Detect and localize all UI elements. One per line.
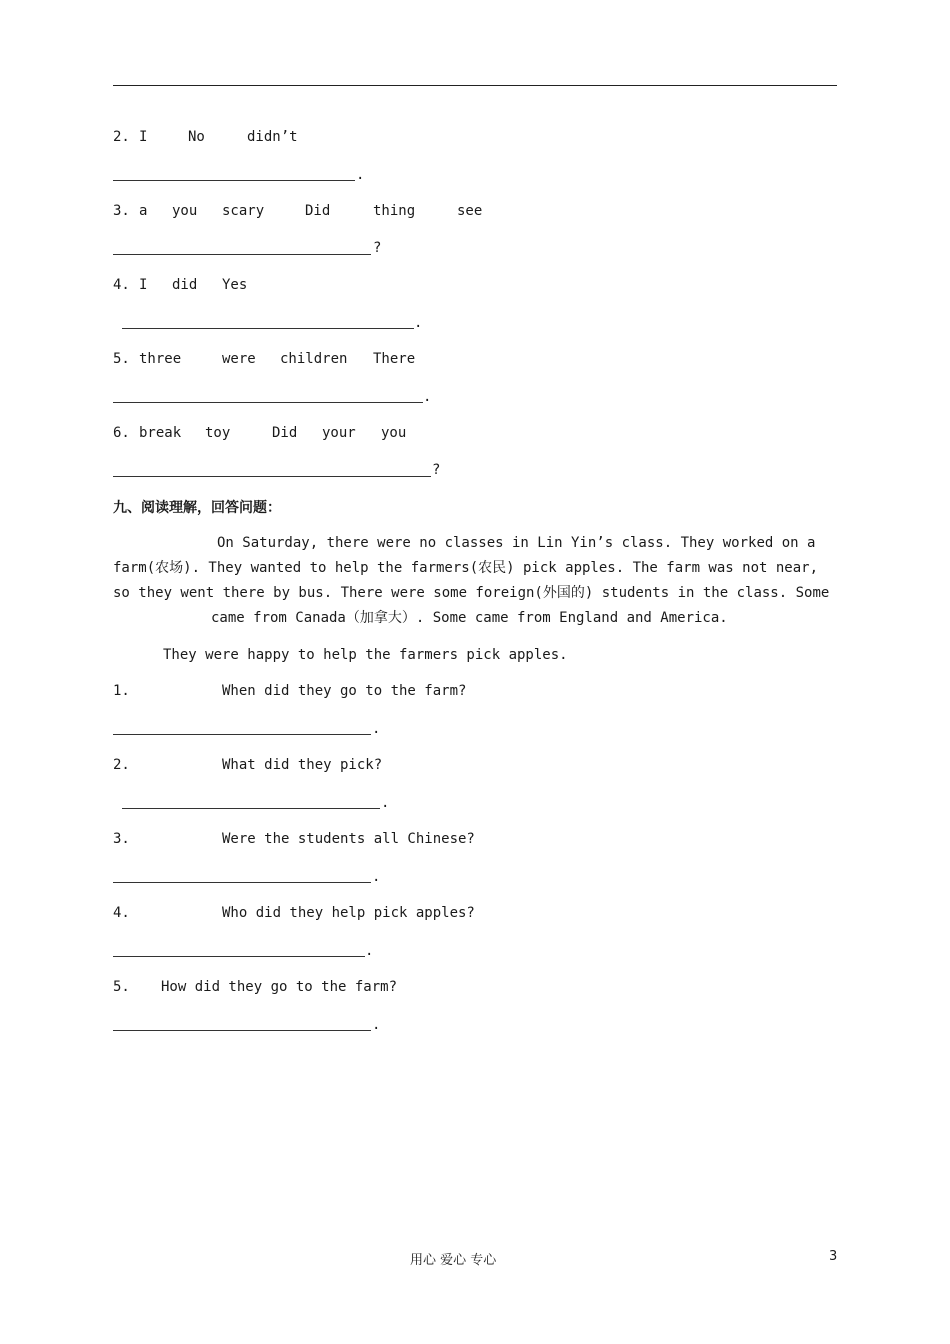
question-number: 3. bbox=[113, 831, 130, 847]
scramble-number: 3. bbox=[113, 203, 130, 219]
question-text: Were the students all Chinese? bbox=[222, 831, 475, 847]
scramble-word: a bbox=[139, 203, 148, 219]
passage-line: so they went there by bus. There were some foreign(外国的) students in the class. Some bbox=[113, 585, 830, 601]
scramble-word: your bbox=[322, 425, 356, 441]
passage-line: They were happy to help the farmers pick apples. bbox=[163, 647, 568, 663]
answer-end-punct: . bbox=[372, 721, 381, 737]
passage-line: came from Canada（加拿大）. Some came from England and America. bbox=[211, 610, 728, 626]
scramble-word: were bbox=[222, 351, 256, 367]
scramble-number: 6. bbox=[113, 425, 130, 441]
scramble-word: I bbox=[139, 129, 148, 145]
answer-blank[interactable] bbox=[113, 254, 371, 255]
answer-end-punct: . bbox=[372, 1017, 381, 1033]
passage-line: farm(农场). They wanted to help the farmers(农民) pick apples. The farm was not near, bbox=[113, 560, 819, 576]
scramble-number: 4. bbox=[113, 277, 130, 293]
answer-blank[interactable] bbox=[122, 808, 380, 809]
answer-end-punct: . bbox=[365, 943, 374, 959]
page-number: 3 bbox=[829, 1249, 838, 1264]
question-number: 5. bbox=[113, 979, 130, 995]
answer-end-punct: . bbox=[414, 315, 423, 331]
footer-motto: 用心 爱心 专心 bbox=[410, 1253, 497, 1268]
answer-end-punct: ? bbox=[373, 240, 382, 256]
scramble-word: Yes bbox=[222, 277, 248, 293]
answer-end-punct: . bbox=[372, 869, 381, 885]
answer-end-punct: . bbox=[423, 389, 432, 405]
answer-blank[interactable] bbox=[113, 734, 371, 735]
scramble-word: There bbox=[373, 351, 416, 367]
scramble-word: Did bbox=[305, 203, 331, 219]
scramble-word: I bbox=[139, 277, 148, 293]
answer-end-punct: ? bbox=[432, 462, 441, 478]
answer-blank[interactable] bbox=[113, 956, 365, 957]
passage-line: On Saturday, there were no classes in Lin Yin’s class. They worked on a bbox=[217, 535, 816, 551]
question-number: 1. bbox=[113, 683, 130, 699]
scramble-word: didn’t bbox=[247, 129, 298, 145]
answer-end-punct: . bbox=[356, 167, 365, 183]
scramble-word: see bbox=[457, 203, 483, 219]
answer-blank[interactable] bbox=[113, 1030, 371, 1031]
question-text: When did they go to the farm? bbox=[222, 683, 467, 699]
question-text: How did they go to the farm? bbox=[161, 979, 398, 995]
scramble-word: scary bbox=[222, 203, 265, 219]
header-rule bbox=[113, 85, 837, 86]
answer-blank[interactable] bbox=[113, 476, 431, 477]
question-text: What did they pick? bbox=[222, 757, 383, 773]
scramble-word: did bbox=[172, 277, 198, 293]
scramble-word: three bbox=[139, 351, 182, 367]
answer-blank[interactable] bbox=[113, 402, 423, 403]
answer-blank[interactable] bbox=[113, 180, 355, 181]
scramble-number: 2. bbox=[113, 129, 130, 145]
scramble-word: break bbox=[139, 425, 182, 441]
answer-blank[interactable] bbox=[122, 328, 414, 329]
answer-end-punct: . bbox=[381, 795, 390, 811]
scramble-word: toy bbox=[205, 425, 231, 441]
scramble-word: thing bbox=[373, 203, 416, 219]
question-text: Who did they help pick apples? bbox=[222, 905, 475, 921]
scramble-word: Did bbox=[272, 425, 298, 441]
scramble-number: 5. bbox=[113, 351, 130, 367]
scramble-word: you bbox=[172, 203, 198, 219]
scramble-word: you bbox=[381, 425, 407, 441]
scramble-word: children bbox=[280, 351, 348, 367]
scramble-word: No bbox=[188, 129, 205, 145]
section-heading: 九、阅读理解，回答问题： bbox=[113, 500, 281, 516]
question-number: 4. bbox=[113, 905, 130, 921]
answer-blank[interactable] bbox=[113, 882, 371, 883]
question-number: 2. bbox=[113, 757, 130, 773]
